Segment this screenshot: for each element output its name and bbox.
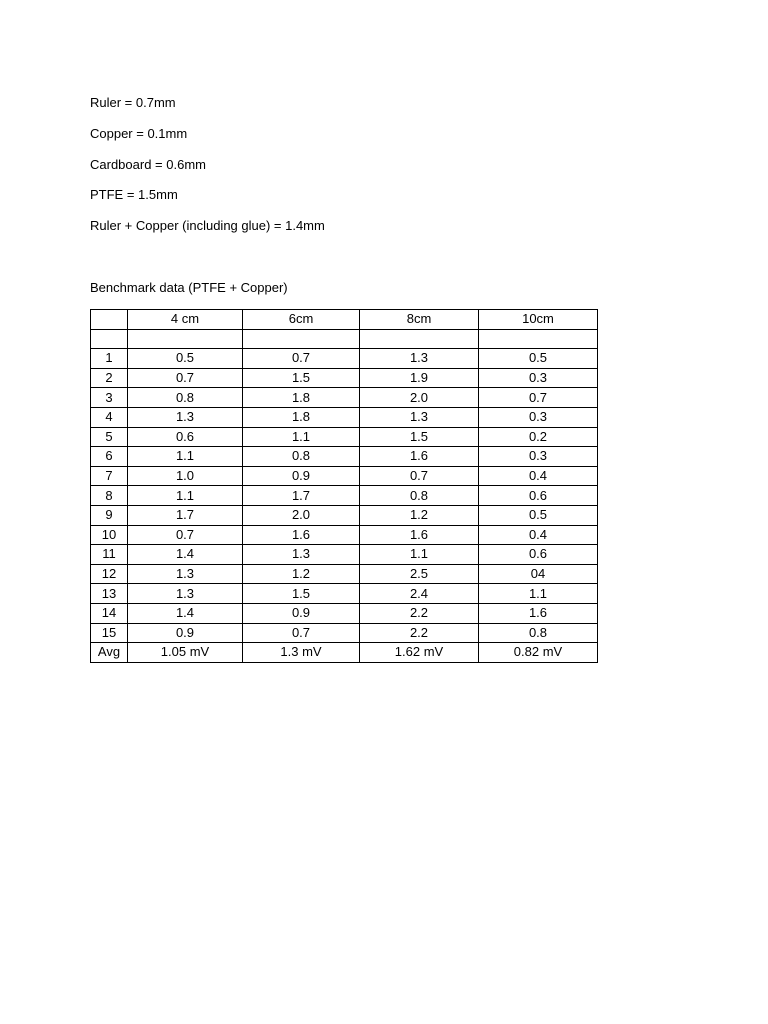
table-cell: 1.2	[360, 505, 479, 525]
table-row	[91, 368, 598, 388]
table-cell: 0.7	[128, 525, 243, 545]
table-cell: 1.6	[360, 447, 479, 467]
table-row	[91, 349, 598, 369]
table-cell-label: 15	[91, 623, 128, 643]
table-cell-label: 6	[91, 447, 128, 467]
table-cell: 0.9	[243, 466, 360, 486]
header-cell: 10cm	[479, 310, 598, 330]
table-caption: Benchmark data (PTFE + Copper)	[90, 280, 288, 295]
note-ruler-copper-thickness: Ruler + Copper (including glue) = 1.4mm	[90, 218, 325, 233]
blank-cell	[479, 329, 598, 349]
table-cell-label: 1	[91, 349, 128, 369]
table-cell: 0.7	[243, 623, 360, 643]
table-cell: 1.1	[128, 447, 243, 467]
table-cell: 0.8	[479, 623, 598, 643]
table-cell: 2.0	[243, 505, 360, 525]
table-row	[91, 525, 598, 545]
table-cell: 0.8	[360, 486, 479, 506]
table-row	[91, 623, 598, 643]
table-row	[91, 584, 598, 604]
table-cell: 04	[479, 564, 598, 584]
table-cell: 2.4	[360, 584, 479, 604]
table-cell-label: 10	[91, 525, 128, 545]
table-cell-label: 5	[91, 427, 128, 447]
table-cell: 0.2	[479, 427, 598, 447]
table-cell: 0.4	[479, 466, 598, 486]
average-row	[91, 643, 598, 663]
table-cell: 1.7	[128, 505, 243, 525]
table-cell: 0.5	[479, 349, 598, 369]
table-cell: 0.8	[243, 447, 360, 467]
table-cell: 1.9	[360, 368, 479, 388]
header-cell-label	[91, 310, 128, 330]
table-cell: 0.3	[479, 447, 598, 467]
table-cell-label: 8	[91, 486, 128, 506]
note-ruler-thickness: Ruler = 0.7mm	[90, 95, 176, 110]
table-cell: 0.3	[479, 407, 598, 427]
table-cell-label: 13	[91, 584, 128, 604]
table-cell: 1.0	[128, 466, 243, 486]
table-cell: 0.9	[128, 623, 243, 643]
note-copper-thickness: Copper = 0.1mm	[90, 126, 188, 141]
table-cell-label: 7	[91, 466, 128, 486]
table-cell: 1.1	[128, 486, 243, 506]
table-cell: 1.4	[128, 545, 243, 565]
table-cell: 1.1	[479, 584, 598, 604]
table-cell-label: 11	[91, 545, 128, 565]
table-cell: 1.5	[243, 584, 360, 604]
table-cell: 0.7	[479, 388, 598, 408]
table-cell-label: 12	[91, 564, 128, 584]
table-cell: 0.6	[479, 545, 598, 565]
note-ptfe-thickness: PTFE = 1.5mm	[90, 187, 178, 202]
table-cell: 0.7	[243, 349, 360, 369]
table-cell: 1.8	[243, 388, 360, 408]
table-cell-label: 14	[91, 603, 128, 623]
table-cell: 1.3	[128, 407, 243, 427]
table-row	[91, 505, 598, 525]
note-cardboard-thickness: Cardboard = 0.6mm	[90, 157, 206, 172]
average-cell-label: Avg	[91, 643, 128, 663]
table-cell: 0.8	[128, 388, 243, 408]
table-cell: 0.7	[360, 466, 479, 486]
blank-cell-label	[91, 329, 128, 349]
table-cell: 0.5	[479, 505, 598, 525]
table-cell: 0.7	[128, 368, 243, 388]
table-body	[91, 310, 598, 663]
table-cell: 2.5	[360, 564, 479, 584]
table-cell: 0.3	[479, 368, 598, 388]
blank-cell	[243, 329, 360, 349]
table-cell: 1.1	[243, 427, 360, 447]
table-cell: 2.2	[360, 623, 479, 643]
table-cell: 1.3	[128, 584, 243, 604]
table-cell: 1.3	[243, 545, 360, 565]
average-cell: 1.05 mV	[128, 643, 243, 663]
table-row	[91, 564, 598, 584]
header-row	[91, 310, 598, 330]
header-cell: 8cm	[360, 310, 479, 330]
table-cell-label: 3	[91, 388, 128, 408]
average-cell: 1.3 mV	[243, 643, 360, 663]
table-cell: 0.5	[128, 349, 243, 369]
table-cell: 2.0	[360, 388, 479, 408]
table-row	[91, 388, 598, 408]
table-cell: 1.5	[360, 427, 479, 447]
table-cell: 0.6	[128, 427, 243, 447]
table-cell-label: 2	[91, 368, 128, 388]
table-cell: 1.3	[360, 407, 479, 427]
table-cell: 1.6	[479, 603, 598, 623]
table-cell: 0.6	[479, 486, 598, 506]
table-cell-label: 4	[91, 407, 128, 427]
blank-row	[91, 329, 598, 349]
table-row	[91, 407, 598, 427]
table-cell: 1.8	[243, 407, 360, 427]
table-cell: 1.7	[243, 486, 360, 506]
table-cell: 2.2	[360, 603, 479, 623]
header-cell: 6cm	[243, 310, 360, 330]
average-cell: 1.62 mV	[360, 643, 479, 663]
table-row	[91, 466, 598, 486]
table-cell: 0.4	[479, 525, 598, 545]
table-cell: 1.5	[243, 368, 360, 388]
table-row	[91, 486, 598, 506]
table-cell: 1.1	[360, 545, 479, 565]
header-cell: 4 cm	[128, 310, 243, 330]
table-cell: 1.6	[243, 525, 360, 545]
table-cell: 0.9	[243, 603, 360, 623]
table-row	[91, 603, 598, 623]
benchmark-data-table	[90, 309, 598, 663]
table-cell: 1.2	[243, 564, 360, 584]
table-cell: 1.6	[360, 525, 479, 545]
table-cell: 1.3	[128, 564, 243, 584]
table-cell-label: 9	[91, 505, 128, 525]
table-cell: 1.3	[360, 349, 479, 369]
table-row	[91, 545, 598, 565]
blank-cell	[360, 329, 479, 349]
table-cell: 1.4	[128, 603, 243, 623]
table-row	[91, 447, 598, 467]
average-cell: 0.82 mV	[479, 643, 598, 663]
blank-cell	[128, 329, 243, 349]
table-row	[91, 427, 598, 447]
